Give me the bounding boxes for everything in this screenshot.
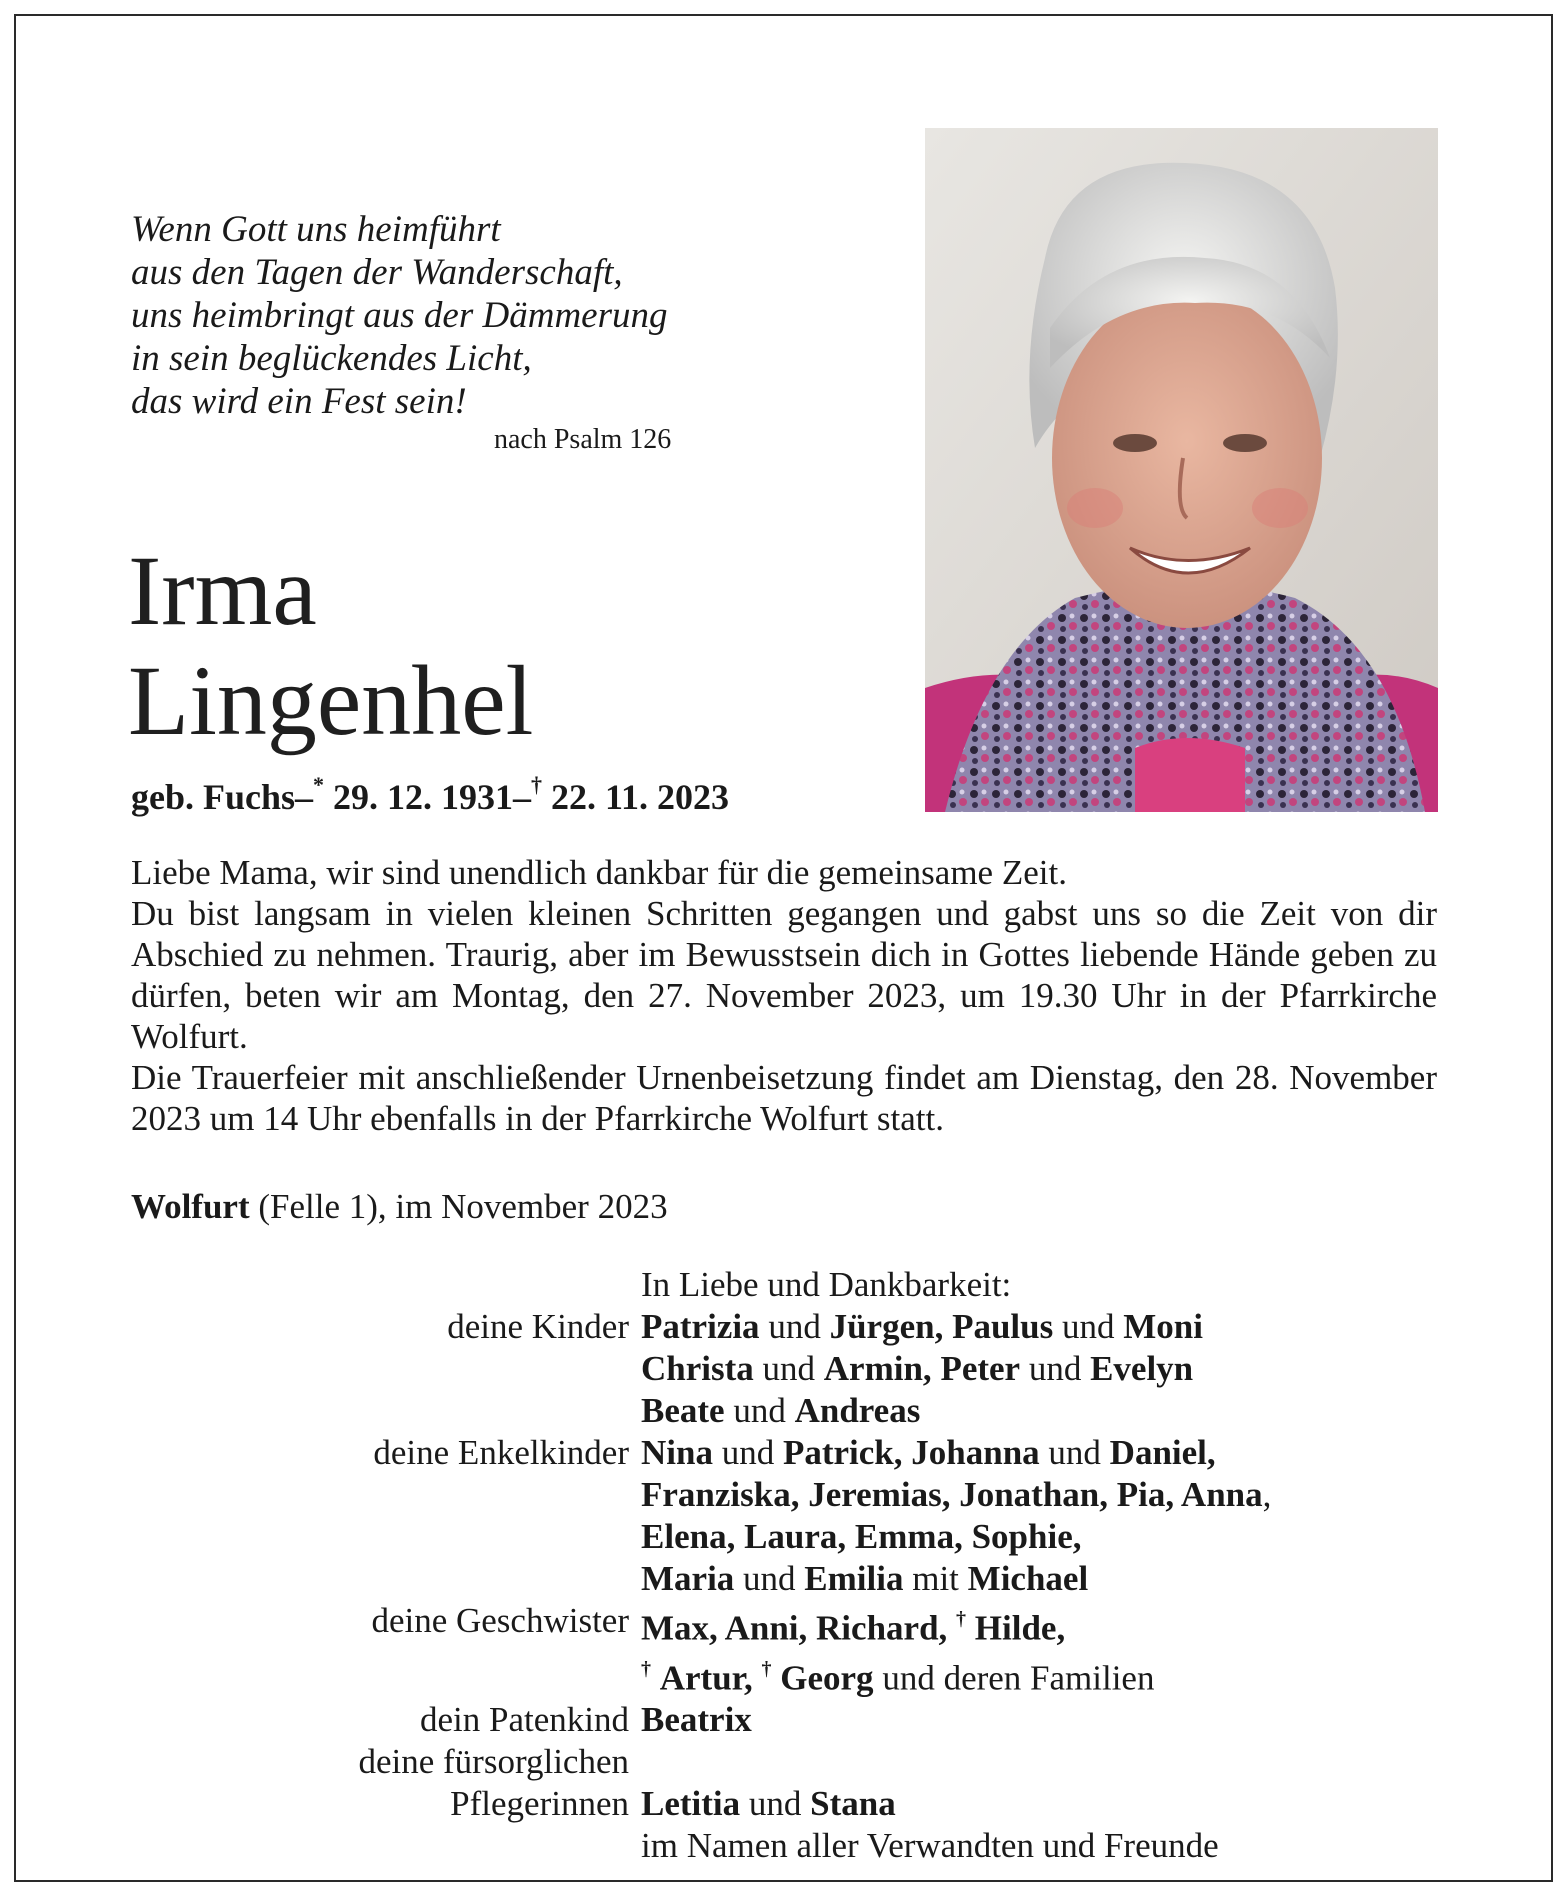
verse-line: in sein beglückendes Licht, [131, 338, 532, 379]
patenkind-name: Beatrix [641, 1700, 752, 1740]
verse-line: das wird ein Fest sein! [131, 381, 467, 422]
address-date: (Felle 1), im November 2023 [249, 1187, 668, 1226]
paragraph: Du bist langsam in vielen kleinen Schritten gegangen und gabst uns so die Zeit von dir Abschied zu nehmen. Traurig, aber im Bewusstsein dich in Gottes liebende Hände geben zu dürfen, beten wir am Montag, den 27. November 2023, um 19.30 Uhr in der Pfarrkirche Wolfurt. [131, 894, 1437, 1056]
list-item [131, 1306, 1437, 1348]
enkel-names: Maria und Emilia mit Michael [641, 1559, 1089, 1598]
list-item [131, 1432, 1437, 1474]
intro-line: In Liebe und Dankbarkeit: [641, 1265, 1012, 1304]
list-item [131, 1825, 1437, 1867]
mourners-list [131, 1264, 1437, 1867]
verse-line: Wenn Gott uns heimführt [131, 209, 501, 250]
verse-line: aus den Tagen der Wanderschaft, [131, 252, 623, 293]
list-item [131, 1699, 1437, 1741]
kinder-label: deine Kinder [447, 1307, 629, 1346]
list-item [131, 1348, 1437, 1390]
patenkind-label: dein Patenkind [420, 1700, 629, 1740]
verse-line: uns heimbringt aus der Dämmerung [131, 295, 668, 336]
first-name: Irma [128, 535, 317, 646]
list-item [131, 1516, 1437, 1558]
geschwister-label: deine Geschwister [371, 1601, 629, 1640]
enkel-label: deine Enkelkinder [373, 1433, 629, 1472]
life-dates [131, 772, 730, 818]
list-item [131, 1650, 1437, 1700]
psalm-verse [131, 208, 731, 423]
death-cross-icon: † [531, 772, 543, 797]
cross-icon: † [761, 1657, 772, 1680]
portrait-photo [925, 128, 1438, 812]
pfleger-names: Letitia und Stana [641, 1784, 896, 1824]
closing-line: im Namen aller Verwandten und Freunde [641, 1826, 1219, 1866]
separator: – [513, 777, 532, 817]
birth-name: geb. Fuchs [131, 777, 296, 817]
geschwister-names: Max, Anni, Richard, † Hilde, [641, 1608, 1066, 1648]
kinder-names: Beate und Andreas [641, 1391, 921, 1430]
paragraph: Die Trauerfeier mit anschließender Urnenbeisetzung findet am Dienstag, den 28. November 2023 um 14 Uhr ebenfalls in der Pfarrkirche Wolfurt statt. [131, 1058, 1437, 1138]
verse-source: nach Psalm 126 [494, 424, 672, 455]
list-item [131, 1474, 1437, 1516]
list-item [131, 1264, 1437, 1306]
pfleger-label: deine fürsorglichen [358, 1742, 629, 1782]
town: Wolfurt [131, 1187, 250, 1226]
list-item [131, 1783, 1437, 1825]
list-item [131, 1558, 1437, 1600]
enkel-names: Franziska, Jeremias, Jonathan, Pia, Anna, [641, 1475, 1272, 1514]
list-item [131, 1741, 1437, 1783]
death-date: 22. 11. 2023 [551, 777, 730, 817]
obituary-text [131, 852, 1437, 1139]
cross-icon: † [956, 1608, 967, 1630]
geschwister-names: † Artur, † Georg und deren Familien [641, 1657, 1155, 1698]
cross-icon: † [641, 1657, 651, 1680]
portrait-photo-icon [925, 128, 1438, 812]
enkel-names: Elena, Laura, Emma, Sophie, [641, 1517, 1082, 1556]
paragraph: Liebe Mama, wir sind unendlich dankbar für die gemeinsame Zeit. [131, 853, 1067, 892]
list-item [131, 1390, 1437, 1432]
birth-date: 29. 12. 1931 [333, 777, 514, 817]
enkel-names: Nina und Patrick, Johanna und Daniel, [641, 1433, 1216, 1472]
birth-star-icon: * [313, 772, 325, 797]
kinder-names: Christa und Armin, Peter und Evelyn [641, 1349, 1194, 1388]
kinder-names: Patrizia und Jürgen, Paulus und Moni [641, 1307, 1203, 1346]
pfleger-label: Pflegerinnen [450, 1784, 629, 1824]
place-and-date [131, 1187, 668, 1227]
separator: – [295, 777, 314, 817]
deceased-name [128, 536, 533, 756]
last-name: Lingenhel [128, 645, 534, 756]
list-item [131, 1600, 1437, 1650]
